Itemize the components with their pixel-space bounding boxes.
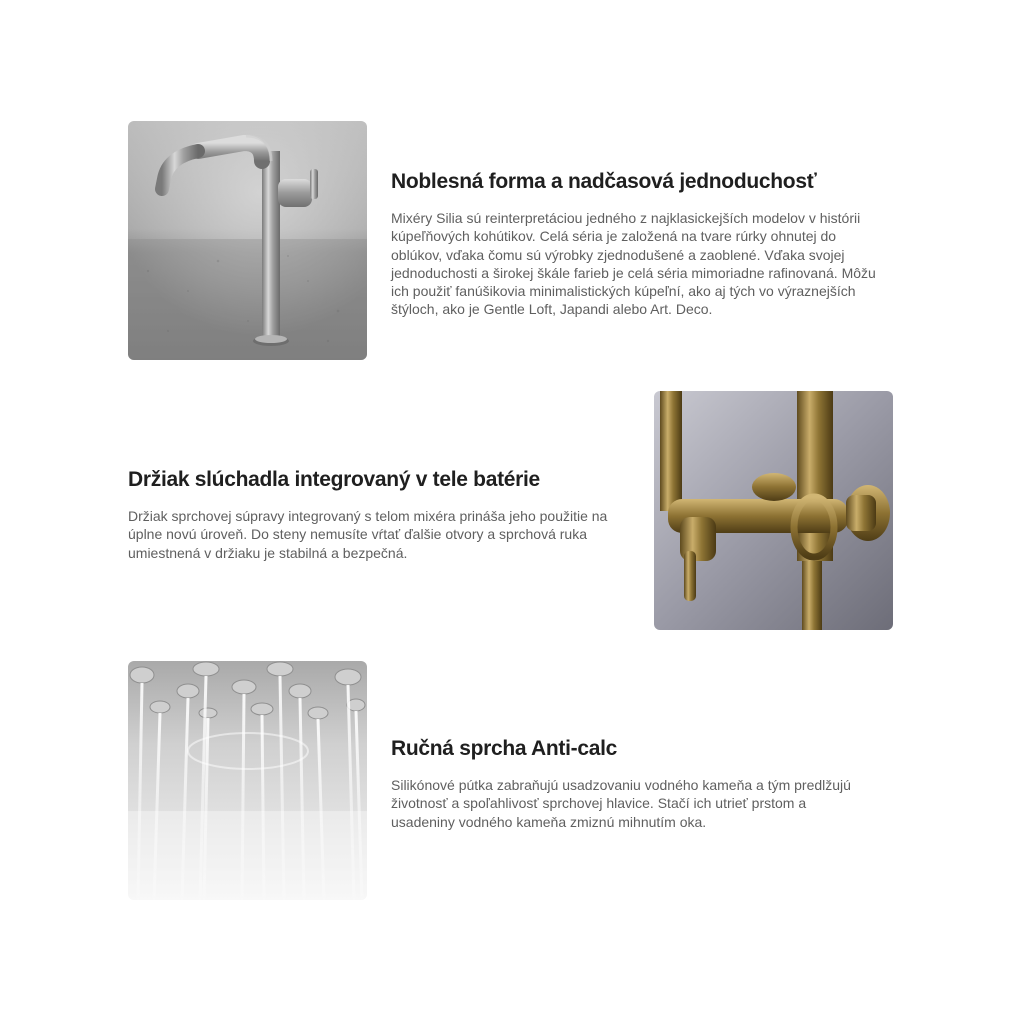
feature-section-anticalc (0, 661, 1024, 900)
feature-description: Držiak sprchovej súpravy integrovaný s telom mixéra prináša jeho použitie na úplne novú úroveň. Do steny nemusíte vŕtať ďalšie otvory a sprchová ruka umiestnená v držiaku je stabilná a bezpečná. (128, 508, 608, 561)
feature-description: Mixéry Silia sú reinterpretáciou jedného z najklasickejších modelov v histórii kúpeľňových kohútikov. Celá séria je založená na tvare rúrky ohnutej do oblúkov, vďaka čomu sú výrobky zjednodušené a zaoblené. Vďaka svojej jednoduchosti a širokej škále farieb je celá séria mimoriadne rafinovaná. Môžu ich použiť fanúšikovia minimalistických kúpeľní, ako aj tých vo výraznejších štýloch, ako je Gentle Loft, Japandi alebo Art. Deco. (391, 210, 876, 318)
chrome-faucet-image (128, 121, 367, 360)
feature-text (391, 169, 891, 319)
brass-shower-mixer-image (654, 391, 893, 630)
feature-text (128, 467, 633, 562)
feature-section-form (0, 121, 1024, 360)
feature-title: Noblesná forma a nadčasová jednoduchosť (391, 170, 817, 193)
feature-section-holder (0, 391, 1024, 630)
feature-description: Silikónové pútka zabraňujú usadzovaniu vodného kameňa a tým predlžujú životnosť a spoľahlivosť sprchovej hlavice. Stačí ich utrieť prstom a usadeniny vodného kameňa zmiznú mihnutím oka. (391, 777, 851, 830)
feature-title: Ručná sprcha Anti-calc (391, 737, 618, 760)
feature-title: Držiak slúchadla integrovaný v tele batérie (128, 468, 540, 491)
feature-text (391, 736, 871, 831)
anti-calc-shower-image (128, 661, 367, 900)
